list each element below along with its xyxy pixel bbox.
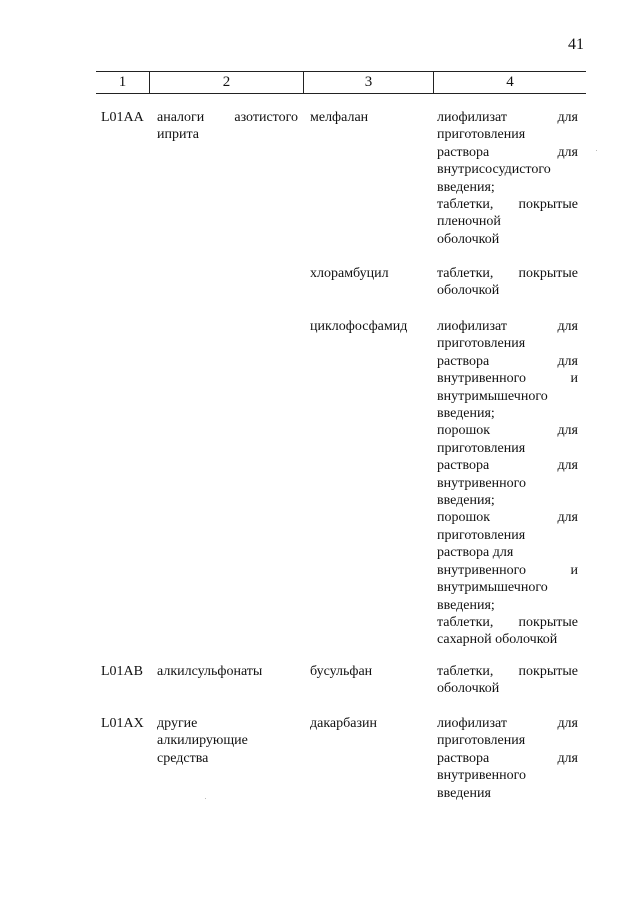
- form-line: [437, 785, 578, 802]
- form-word: сахарной оболочкой: [437, 632, 558, 648]
- form-word: введения;: [437, 597, 495, 613]
- form-line: [437, 282, 578, 299]
- form-word: покрытые: [518, 614, 578, 630]
- form-word: для: [557, 716, 578, 731]
- group-word: азотистого: [234, 110, 298, 125]
- drug-name: циклофосфамид: [310, 319, 408, 334]
- group-line: [157, 732, 298, 749]
- group-word: иприта: [157, 127, 199, 143]
- group-word: алкилсульфонаты: [157, 664, 263, 679]
- anatomical-group: [157, 109, 298, 144]
- form-line: [437, 353, 578, 370]
- form-word: таблетки,: [437, 197, 494, 213]
- form-line: [437, 492, 578, 509]
- form-line: [437, 680, 578, 697]
- form-word: лиофилизат: [437, 319, 508, 334]
- form-line: [437, 631, 578, 648]
- form-line: [437, 109, 578, 126]
- form-word: раствора: [437, 144, 490, 160]
- form-word: порошок: [437, 423, 491, 439]
- form-line: [437, 440, 578, 457]
- header-col-2: 2: [150, 72, 304, 93]
- anatomical-group: [157, 663, 298, 680]
- form-line: [437, 265, 578, 282]
- form-line: [437, 126, 578, 143]
- form-line: [437, 767, 578, 784]
- form-word: внутримышечного: [437, 388, 548, 404]
- drug-name: хлорамбуцил: [310, 266, 389, 281]
- form-line: [437, 405, 578, 422]
- dosage-forms: [437, 109, 578, 248]
- form-word: раствора для: [437, 545, 514, 561]
- form-word: для: [557, 353, 578, 369]
- form-word: и: [570, 371, 578, 387]
- dosage-forms: [437, 318, 578, 649]
- form-word: раствора: [437, 353, 490, 369]
- form-word: приготовления: [437, 336, 526, 352]
- form-word: внутрисосудистого: [437, 162, 551, 178]
- atc-code: L01AX: [101, 716, 144, 731]
- form-line: [437, 509, 578, 526]
- form-line: [437, 527, 578, 544]
- group-word: аналоги: [157, 110, 205, 125]
- dosage-forms: [437, 663, 578, 698]
- form-line: [437, 144, 578, 161]
- form-word: для: [557, 110, 578, 125]
- form-word: внутривенного: [437, 371, 527, 387]
- form-word: таблетки,: [437, 266, 494, 281]
- dosage-forms: [437, 265, 578, 300]
- form-word: лиофилизат: [437, 716, 508, 731]
- form-line: [437, 231, 578, 248]
- form-word: внутривенного: [437, 475, 527, 491]
- atc-code: L01AA: [101, 110, 144, 125]
- form-line: [437, 457, 578, 474]
- group-word: средства: [157, 750, 209, 766]
- anatomical-group: [157, 715, 298, 767]
- form-word: для: [557, 750, 578, 766]
- group-line: [157, 750, 298, 767]
- form-word: раствора: [437, 750, 490, 766]
- form-word: оболочкой: [437, 283, 500, 299]
- header-col-4: 4: [506, 74, 514, 90]
- form-word: для: [557, 458, 578, 474]
- form-word: покрытые: [518, 266, 578, 281]
- form-word: внутривенного: [437, 768, 527, 784]
- form-line: [437, 370, 578, 387]
- form-word: введения;: [437, 493, 495, 509]
- form-word: для: [557, 510, 578, 526]
- form-line: [437, 579, 578, 596]
- form-word: таблетки,: [437, 664, 494, 679]
- group-word: алкилирующие: [157, 733, 248, 749]
- form-word: введения;: [437, 406, 495, 422]
- form-line: [437, 614, 578, 631]
- form-line: [437, 388, 578, 405]
- form-line: [437, 161, 578, 178]
- form-word: приготовления: [437, 127, 526, 143]
- page-number: 41: [568, 36, 584, 53]
- header-col-3: 3: [304, 72, 434, 93]
- form-word: для: [557, 319, 578, 334]
- form-line: [437, 318, 578, 335]
- form-word: и: [570, 562, 578, 578]
- group-line: [157, 663, 298, 680]
- header-col-1: 1: [96, 72, 150, 93]
- form-word: приготовления: [437, 440, 526, 456]
- table-header: [96, 71, 586, 94]
- form-line: [437, 732, 578, 749]
- form-word: порошок: [437, 510, 491, 526]
- form-word: оболочкой: [437, 681, 500, 697]
- group-line: [157, 109, 298, 126]
- form-word: введения: [437, 785, 491, 801]
- form-word: внутримышечного: [437, 580, 548, 596]
- form-word: внутривенного: [437, 562, 527, 578]
- group-word: другие: [157, 716, 198, 731]
- drug-name: дакарбазин: [310, 716, 377, 731]
- form-word: лиофилизат: [437, 110, 508, 125]
- group-line: [157, 715, 298, 732]
- form-line: [437, 422, 578, 439]
- form-word: раствора: [437, 458, 490, 474]
- form-line: [437, 663, 578, 680]
- form-line: [437, 562, 578, 579]
- form-line: [437, 335, 578, 352]
- dosage-forms: [437, 715, 578, 802]
- form-word: пленочной: [437, 214, 501, 230]
- form-line: [437, 179, 578, 196]
- form-line: [437, 196, 578, 213]
- form-word: для: [557, 423, 578, 439]
- form-word: покрытые: [518, 664, 578, 679]
- form-word: для: [557, 144, 578, 160]
- form-line: [437, 544, 578, 561]
- drug-name: бусульфан: [310, 664, 373, 679]
- group-line: [157, 126, 298, 143]
- form-line: [437, 597, 578, 614]
- form-line: [437, 715, 578, 732]
- form-word: введения;: [437, 179, 495, 195]
- form-word: приготовления: [437, 733, 526, 749]
- form-word: покрытые: [518, 197, 578, 213]
- form-word: приготовления: [437, 527, 526, 543]
- form-line: [437, 475, 578, 492]
- atc-code: L01AB: [101, 664, 143, 679]
- scan-speck: [205, 798, 206, 799]
- form-line: [437, 750, 578, 767]
- scan-speck: [596, 150, 597, 151]
- form-word: таблетки,: [437, 614, 494, 630]
- form-line: [437, 213, 578, 230]
- form-word: оболочкой: [437, 231, 500, 247]
- drug-name: мелфалан: [310, 110, 369, 125]
